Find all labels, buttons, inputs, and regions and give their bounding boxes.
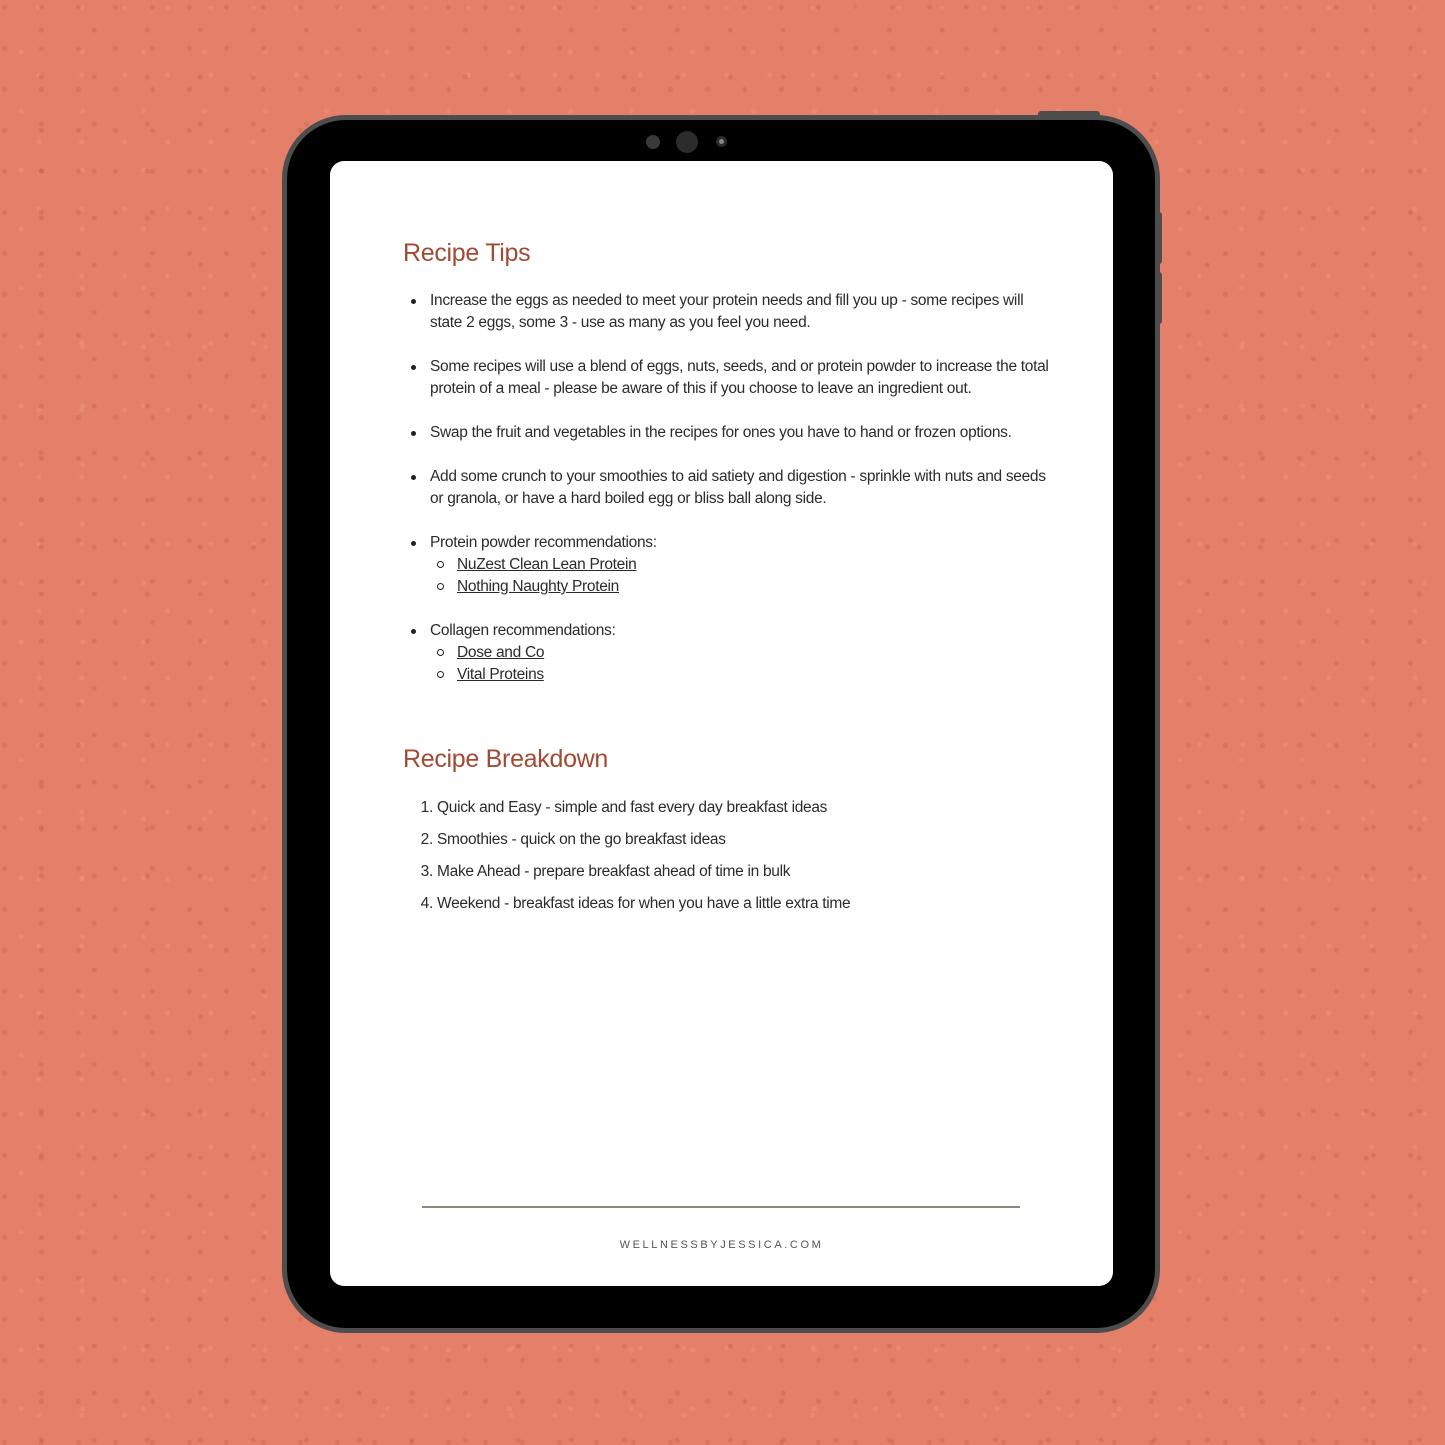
protein-links-list (430, 554, 1053, 598)
list-item: Increase the eggs as needed to meet your protein needs and fill you up - some recipes will state 2 eggs, some 3 - use as many as you feel you need. (403, 290, 1053, 334)
list-item: 4. Weekend - breakfast ideas for when you have a little extra time (420, 895, 851, 912)
nuzest-link[interactable]: NuZest Clean Lean Protein (457, 556, 637, 573)
list-item: 3. Make Ahead - prepare breakfast ahead of time in bulk (420, 863, 791, 880)
sensor-icon (646, 135, 660, 149)
list-item: Add some crunch to your smoothies to aid satiety and digestion - sprinkle with nuts and seeds or granola, or have a hard boiled egg or bliss ball along side. (403, 466, 1053, 510)
nothing-naughty-link[interactable]: Nothing Naughty Protein (457, 578, 619, 595)
recipe-breakdown-list (403, 797, 850, 925)
front-camera-icon (716, 136, 727, 147)
camera-icon (676, 131, 698, 153)
footer-divider (422, 1206, 1020, 1208)
list-item: 1. Quick and Easy - simple and fast every day breakfast ideas (420, 799, 828, 816)
sub-list-item (430, 642, 1053, 664)
collagen-links-list (430, 642, 1053, 686)
list-item (403, 532, 1053, 598)
recipe-tips-heading: Recipe Tips (403, 239, 531, 267)
protein-recommendations-label: Protein powder recommendations: (430, 534, 657, 551)
sub-list-item (430, 664, 1053, 686)
list-item: Swap the fruit and vegetables in the recipes for ones you have to hand or frozen options. (403, 422, 1053, 444)
vital-proteins-link[interactable]: Vital Proteins (457, 666, 544, 683)
sub-list-item (430, 554, 1053, 576)
recipe-tips-list (403, 290, 1053, 708)
dose-and-co-link[interactable]: Dose and Co (457, 644, 545, 661)
list-item: 2. Smoothies - quick on the go breakfast ideas (420, 831, 726, 848)
footer-website: WELLNESSBYJESSICA.COM (619, 1239, 824, 1251)
recipe-breakdown-heading: Recipe Breakdown (403, 745, 609, 773)
tablet-screen (330, 161, 1113, 1286)
sub-list-item (430, 576, 1053, 598)
list-item: Some recipes will use a blend of eggs, nuts, seeds, and or protein powder to increase the total protein of a meal - please be aware of this if you choose to leave an ingredient out. (403, 356, 1053, 400)
list-item (403, 620, 1053, 686)
collagen-recommendations-label: Collagen recommendations: (430, 622, 616, 639)
